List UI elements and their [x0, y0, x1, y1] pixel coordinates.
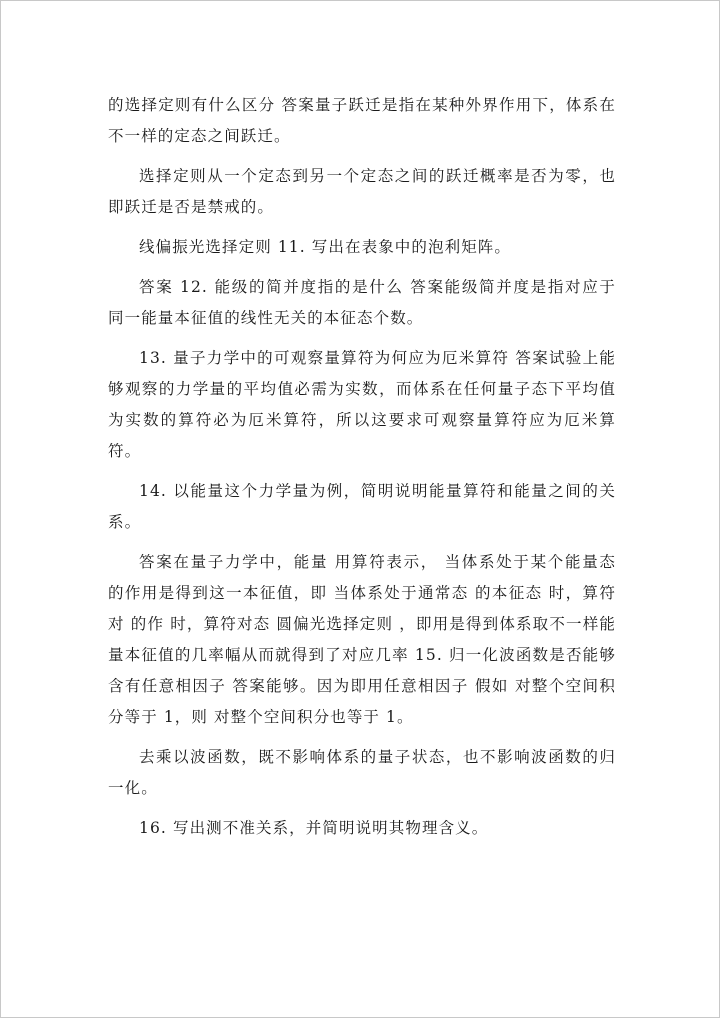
- paragraph-4: 答案 12. 能级的简并度指的是什么 答案能级简并度是指对应于同一能量本征值的线性无关的本征态个数。: [108, 278, 616, 327]
- paragraph-2: 选择定则从一个定态到另一个定态之间的跃迁概率是否为零，也即跃迁是否是禁戒的。: [108, 167, 616, 216]
- paragraph-3: 线偏振光选择定则 11. 写出在表象中的泡利矩阵。: [139, 238, 512, 256]
- paragraph-6: 14. 以能量这个力学量为例，简明说明能量算符和能量之间的关系。: [108, 482, 616, 531]
- paragraph-5: 13. 量子力学中的可观察量算符为何应为厄米算符 答案试验上能够观察的力学量的平均值必需为实数，而体系在任何量子态下平均值为实数的算符必为厄米算符，所以这要求可观察量算符应为厄米算符。: [108, 349, 616, 460]
- document-body: [108, 90, 616, 844]
- paragraph-1: 的选择定则有什么区分 答案量子跃迁是指在某种外界作用下，体系在不一样的定态之间跃迁。: [108, 96, 616, 145]
- paragraph-7: 答案在量子力学中，能量 用算符表示， 当体系处于某个能量态 的作用是得到这一本征值，即 当体系处于通常态 的本征态 时，算符对 的作 时，算符对态 圆偏光选择定则 ，即用是得到体系取不一样能量本征值的几率幅从而就得到了对应几率 15. 归一化波函数是否能够含有任意相因子 答案能够。因为即用任意相因子 假如 对整个空间积分等于 1，则 对整个空间积分也等于 1。: [108, 553, 616, 726]
- paragraph-9: 16. 写出测不准关系，并简明说明其物理含义。: [139, 819, 489, 837]
- paragraph-8: 去乘以波函数，既不影响体系的量子状态，也不影响波函数的归一化。: [108, 748, 616, 797]
